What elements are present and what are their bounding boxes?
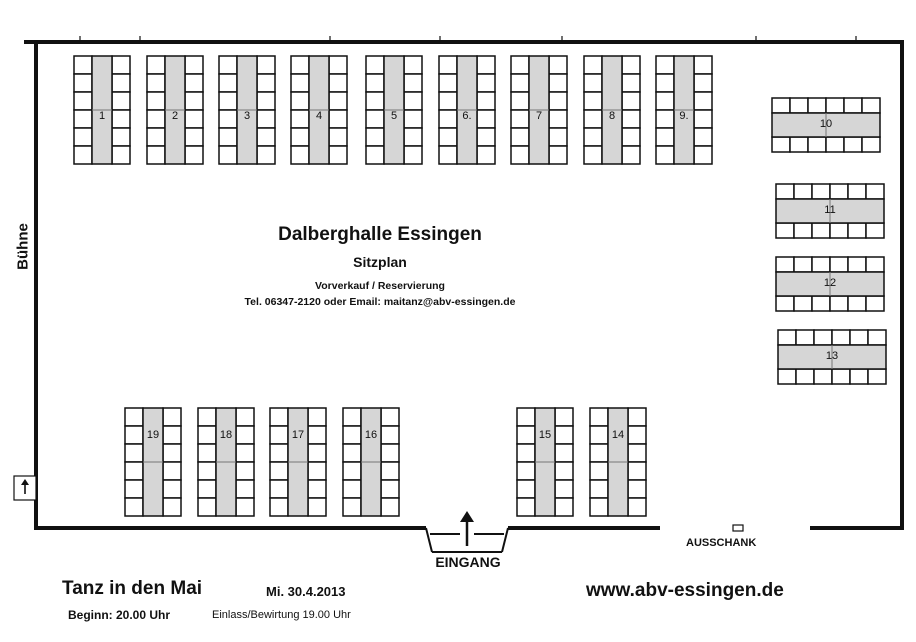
seat: [147, 56, 165, 74]
seat: [185, 92, 203, 110]
seat: [198, 444, 216, 462]
exit-door: [14, 476, 36, 500]
seat: [112, 128, 130, 146]
seat: [236, 426, 254, 444]
seat: [198, 498, 216, 516]
seat: [219, 56, 237, 74]
seat: [404, 74, 422, 92]
seat: [439, 146, 457, 164]
seat: [219, 128, 237, 146]
seat: [343, 498, 361, 516]
seat: [808, 137, 826, 152]
seat: [185, 56, 203, 74]
seat: [590, 408, 608, 426]
seat: [511, 92, 529, 110]
bar-counter: [733, 525, 743, 531]
seat: [185, 128, 203, 146]
table-number: 11: [824, 204, 836, 216]
seat: [366, 110, 384, 128]
seat: [74, 92, 92, 110]
seat: [868, 369, 886, 384]
seat: [584, 92, 602, 110]
seat: [812, 223, 830, 238]
seat: [366, 128, 384, 146]
seat: [198, 480, 216, 498]
seat: [291, 110, 309, 128]
seat: [866, 184, 884, 199]
seat: [329, 128, 347, 146]
seat: [622, 74, 640, 92]
seat: [74, 146, 92, 164]
seat: [404, 146, 422, 164]
seat: [790, 98, 808, 113]
seat: [656, 92, 674, 110]
seat: [848, 257, 866, 272]
seat: [517, 444, 535, 462]
seat: [517, 408, 535, 426]
seat: [794, 223, 812, 238]
seat: [257, 92, 275, 110]
seat: [291, 74, 309, 92]
seat: [147, 146, 165, 164]
seat: [790, 137, 808, 152]
table-number: 4: [315, 110, 323, 122]
seat: [477, 74, 495, 92]
seat: [511, 110, 529, 128]
table-number: 18: [219, 429, 233, 441]
table-number: 3: [243, 110, 251, 122]
seat: [772, 137, 790, 152]
seat: [830, 257, 848, 272]
seat: [185, 146, 203, 164]
seat: [163, 444, 181, 462]
seat: [74, 56, 92, 74]
table-number: 16: [364, 429, 378, 441]
seat: [329, 146, 347, 164]
seat: [628, 498, 646, 516]
seat: [517, 498, 535, 516]
seat: [590, 444, 608, 462]
seat: [125, 480, 143, 498]
seat: [366, 74, 384, 92]
seat: [219, 110, 237, 128]
seat: [549, 74, 567, 92]
table-19[interactable]: [125, 408, 181, 516]
seat: [439, 128, 457, 146]
seat: [628, 408, 646, 426]
seat: [477, 128, 495, 146]
seat: [848, 184, 866, 199]
seat: [778, 369, 796, 384]
seat: [555, 462, 573, 480]
start-time: Beginn: 20.00 Uhr: [68, 608, 171, 622]
seat: [329, 56, 347, 74]
seat: [270, 444, 288, 462]
website-link[interactable]: www.abv-essingen.de: [586, 580, 784, 601]
seat: [308, 444, 326, 462]
seat: [517, 426, 535, 444]
seat: [439, 56, 457, 74]
seat: [814, 369, 832, 384]
seat: [694, 92, 712, 110]
seat: [549, 146, 567, 164]
seat: [236, 498, 254, 516]
seat: [112, 74, 130, 92]
seat: [163, 462, 181, 480]
seat: [628, 426, 646, 444]
seat: [848, 223, 866, 238]
event-title: Tanz in den Mai: [62, 578, 203, 599]
table-15[interactable]: [517, 408, 573, 516]
seat: [656, 74, 674, 92]
seat: [844, 137, 862, 152]
table-16[interactable]: [343, 408, 399, 516]
seat: [270, 408, 288, 426]
seat: [257, 74, 275, 92]
seat: [74, 110, 92, 128]
seat: [198, 462, 216, 480]
seat: [163, 480, 181, 498]
seat: [112, 92, 130, 110]
seat: [511, 56, 529, 74]
presale-label: Vorverkauf / Reservierung: [315, 280, 445, 292]
seat: [343, 426, 361, 444]
seat: [511, 146, 529, 164]
seat: [622, 92, 640, 110]
seat: [555, 444, 573, 462]
event-date: Mi. 30.4.2013: [266, 584, 346, 599]
seat: [656, 128, 674, 146]
seat: [163, 408, 181, 426]
table-number: 2: [171, 110, 179, 122]
seat: [628, 444, 646, 462]
seat: [517, 480, 535, 498]
seat: [112, 146, 130, 164]
seat: [866, 296, 884, 311]
seat: [308, 498, 326, 516]
seat: [826, 137, 844, 152]
table-17[interactable]: [270, 408, 326, 516]
seat: [814, 330, 832, 345]
seat: [549, 92, 567, 110]
seat: [343, 480, 361, 498]
seat: [584, 74, 602, 92]
table-number: 6.: [462, 110, 472, 122]
seat: [147, 128, 165, 146]
seat: [862, 98, 880, 113]
seat: [844, 98, 862, 113]
seat: [694, 110, 712, 128]
table-number: 5: [390, 110, 398, 122]
seat: [590, 426, 608, 444]
seat: [291, 146, 309, 164]
table-number: 9.: [679, 110, 689, 122]
seat: [656, 146, 674, 164]
seat: [219, 74, 237, 92]
seat: [590, 498, 608, 516]
seat: [366, 146, 384, 164]
seat: [794, 184, 812, 199]
seat: [812, 184, 830, 199]
seat: [185, 74, 203, 92]
seat: [694, 128, 712, 146]
seat: [622, 146, 640, 164]
seat: [291, 56, 309, 74]
table-number: 14: [611, 429, 625, 441]
seat: [270, 462, 288, 480]
seat: [366, 56, 384, 74]
seat: [439, 92, 457, 110]
table-18[interactable]: [198, 408, 254, 516]
seat: [343, 462, 361, 480]
seat: [776, 257, 794, 272]
seat: [549, 110, 567, 128]
seat: [125, 462, 143, 480]
seat: [776, 184, 794, 199]
seat: [622, 56, 640, 74]
seat: [270, 480, 288, 498]
seat: [381, 444, 399, 462]
seat: [812, 257, 830, 272]
seat: [236, 462, 254, 480]
table-number: 7: [535, 110, 543, 122]
seat: [477, 92, 495, 110]
seat: [812, 296, 830, 311]
seat: [808, 98, 826, 113]
seat: [381, 408, 399, 426]
seat: [381, 462, 399, 480]
seat: [404, 128, 422, 146]
seat: [555, 480, 573, 498]
seat: [794, 296, 812, 311]
seat: [511, 74, 529, 92]
seat: [555, 498, 573, 516]
seat: [147, 110, 165, 128]
seat: [236, 444, 254, 462]
seat: [125, 498, 143, 516]
seat: [776, 223, 794, 238]
seat: [622, 128, 640, 146]
seat: [694, 146, 712, 164]
seat: [381, 426, 399, 444]
seat: [147, 92, 165, 110]
seat: [549, 56, 567, 74]
seat: [404, 92, 422, 110]
seat: [74, 128, 92, 146]
table-number: 19: [146, 429, 160, 441]
table-number: 12: [823, 277, 837, 289]
seat: [329, 92, 347, 110]
seat: [517, 462, 535, 480]
table-number: 17: [291, 429, 305, 441]
seat: [125, 444, 143, 462]
seat: [590, 480, 608, 498]
seat: [866, 257, 884, 272]
seat: [236, 480, 254, 498]
seat: [584, 56, 602, 74]
seat: [694, 74, 712, 92]
seat: [830, 223, 848, 238]
seat: [74, 74, 92, 92]
table-14[interactable]: [590, 408, 646, 516]
seat: [112, 110, 130, 128]
seat: [477, 110, 495, 128]
entrance-label: EINGANG: [435, 554, 501, 570]
seat: [778, 330, 796, 345]
seat: [257, 128, 275, 146]
seat: [850, 369, 868, 384]
seat: [125, 426, 143, 444]
seat: [257, 56, 275, 74]
seat: [590, 462, 608, 480]
seat: [549, 128, 567, 146]
seat: [830, 296, 848, 311]
seat: [270, 426, 288, 444]
seat: [584, 146, 602, 164]
seat: [850, 330, 868, 345]
seat: [343, 444, 361, 462]
seat: [796, 369, 814, 384]
contact-info: Tel. 06347-2120 oder Email: maitanz@abv-essingen.de: [244, 296, 516, 308]
seat: [185, 110, 203, 128]
seat: [477, 56, 495, 74]
seat: [219, 146, 237, 164]
seat: [622, 110, 640, 128]
seat: [236, 408, 254, 426]
table-number: 10: [819, 118, 833, 130]
seat: [219, 92, 237, 110]
seat: [826, 98, 844, 113]
table-number: 13: [825, 350, 839, 362]
seat: [163, 426, 181, 444]
bar-label: AUSSCHANK: [686, 537, 757, 549]
seat: [308, 408, 326, 426]
seat: [868, 330, 886, 345]
seat: [555, 426, 573, 444]
seat: [628, 480, 646, 498]
seat: [796, 330, 814, 345]
seat: [848, 296, 866, 311]
seat: [308, 462, 326, 480]
seat: [329, 74, 347, 92]
seat: [381, 498, 399, 516]
seat: [257, 110, 275, 128]
seat: [832, 330, 850, 345]
seat: [830, 184, 848, 199]
seat: [832, 369, 850, 384]
seat: [656, 110, 674, 128]
seat: [794, 257, 812, 272]
table-number: 8: [608, 110, 616, 122]
seat: [198, 408, 216, 426]
seat: [381, 480, 399, 498]
seat: [584, 128, 602, 146]
seat: [628, 462, 646, 480]
seat: [257, 146, 275, 164]
seat: [477, 146, 495, 164]
seat: [308, 426, 326, 444]
seat: [329, 110, 347, 128]
seat: [584, 110, 602, 128]
seat: [270, 498, 288, 516]
seat: [291, 92, 309, 110]
table-number: 1: [98, 110, 106, 122]
admission-time: Einlass/Bewirtung 19.00 Uhr: [212, 609, 351, 621]
seat: [198, 426, 216, 444]
seat: [291, 128, 309, 146]
seat: [862, 137, 880, 152]
seat: [866, 223, 884, 238]
seat: [147, 74, 165, 92]
plan-subtitle: Sitzplan: [353, 254, 407, 270]
seat: [772, 98, 790, 113]
seat: [163, 498, 181, 516]
seat: [555, 408, 573, 426]
seat: [511, 128, 529, 146]
seat: [112, 56, 130, 74]
seat: [366, 92, 384, 110]
seat: [404, 56, 422, 74]
entrance-structure: [426, 511, 508, 552]
seat: [343, 408, 361, 426]
seat: [776, 296, 794, 311]
seat: [125, 408, 143, 426]
seat: [308, 480, 326, 498]
seat: [656, 56, 674, 74]
hall-title: Dalberghalle Essingen: [278, 224, 482, 245]
seat: [404, 110, 422, 128]
seat: [439, 74, 457, 92]
table-number: 15: [538, 429, 552, 441]
stage-label: Bühne: [14, 223, 32, 270]
seat: [694, 56, 712, 74]
seat: [439, 110, 457, 128]
